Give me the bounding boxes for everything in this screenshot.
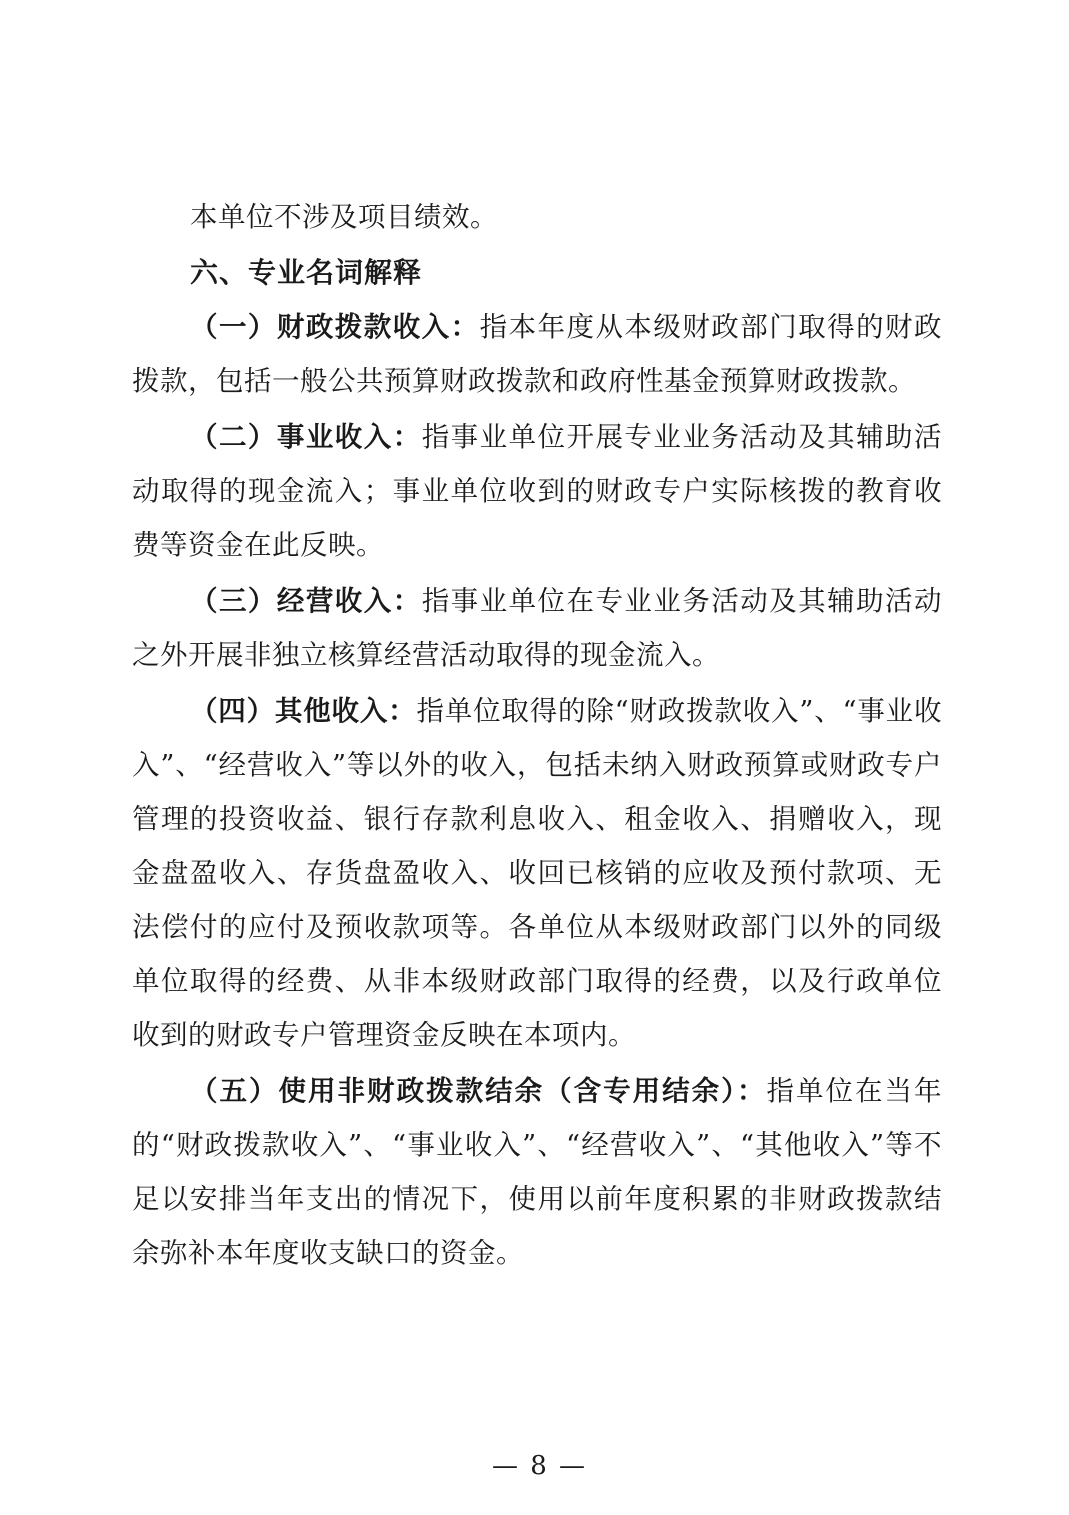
term-label-1: （一）财政拨款收入： — [190, 311, 480, 343]
page-footer — [0, 1451, 1069, 1481]
term-definition-2: 指事业单位开展专业业务活动及其辅助活动取得的现金流入；事业单位收到的财政专户实际核拨的教育收费等资金在此反映。 — [132, 421, 943, 561]
paragraph-item-5 — [132, 1064, 942, 1280]
term-label-2: （二）事业收入： — [190, 421, 422, 453]
heading-text: 六、专业名词解释 — [190, 256, 423, 289]
paragraph-item-1 — [132, 300, 942, 408]
term-definition-1: 指本年度从本级财政部门取得的财政拨款，包括一般公共预算财政拨款和政府性基金预算财政拨款。 — [132, 311, 943, 397]
term-definition-5: 指单位在当年的“财政拨款收入”、“事业收入”、“经营收入”、“其他收入”等不足以安排当年支出的情况下，使用以前年度积累的非财政拨款结余弥补本年度收支缺口的资金。 — [132, 1075, 943, 1269]
term-label-4: （四）其他收入： — [190, 695, 417, 727]
paragraph-item-3 — [132, 574, 942, 682]
term-label-3: （三）经营收入： — [190, 585, 422, 617]
term-label-5: （五）使用非财政拨款结余（含专用结余）： — [190, 1075, 767, 1107]
page-number: — 8 — — [491, 1451, 588, 1481]
term-definition-3: 指事业单位在专业业务活动及其辅助活动之外开展非独立核算经营活动取得的现金流入。 — [132, 585, 943, 671]
document-body — [132, 190, 942, 1282]
paragraph-text: 本单位不涉及项目绩效。 — [190, 201, 498, 233]
paragraph-item-2 — [132, 410, 942, 572]
paragraph-item-4 — [132, 684, 942, 1062]
paragraph-no-project-performance — [132, 190, 942, 244]
term-definition-4: 指单位取得的除“财政拨款收入”、“事业收入”、“经营收入”等以外的收入，包括未纳入财政预算或财政专户管理的投资收益、银行存款利息收入、租金收入、捐赠收入，现金盘盈收入、存货盘盈收入、收回已核销的应收及预付款项、无法偿付的应付及预收款项等。各单位从本级财政部门以外的同级单位取得的经费、从非本级财政部门取得的经费，以及行政单位收到的财政专户管理资金反映在本项内。 — [132, 695, 942, 1051]
section-heading-terminology — [132, 246, 942, 300]
